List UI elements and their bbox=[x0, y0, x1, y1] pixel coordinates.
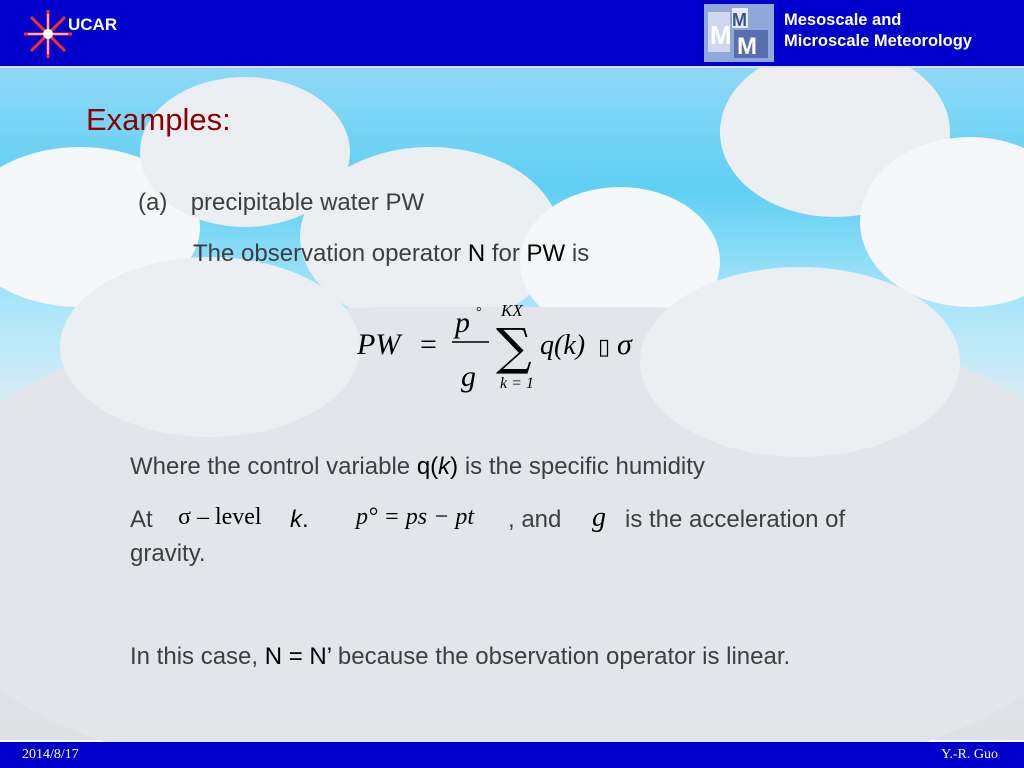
operator-line bbox=[193, 240, 589, 268]
equation-numerator-sup: ° bbox=[476, 305, 482, 320]
at-k-period bbox=[290, 506, 309, 534]
acceleration-text: is the acceleration of bbox=[625, 506, 846, 533]
sum-icon: ∑ bbox=[496, 318, 532, 376]
equation-sum-lower: k = 1 bbox=[500, 375, 534, 392]
and-label: , and bbox=[508, 506, 562, 533]
equation-trailing: σ bbox=[617, 328, 632, 361]
at-label: At bbox=[130, 506, 153, 533]
equation-lhs: PW bbox=[357, 328, 401, 361]
svg-text:M: M bbox=[732, 10, 747, 30]
item-a bbox=[138, 189, 424, 217]
footer-bar bbox=[0, 742, 1024, 768]
p-difference: p° = ps − pt bbox=[356, 504, 474, 530]
control-variable-line bbox=[130, 453, 705, 481]
equation-denominator: g bbox=[461, 360, 476, 393]
header-bar bbox=[0, 0, 1024, 67]
sigma-level: σ – level bbox=[178, 504, 262, 530]
header-divider bbox=[0, 66, 1024, 68]
operator-N: N bbox=[467, 240, 486, 267]
control-line-pre: Where the control variable bbox=[130, 453, 417, 480]
item-a-marker: (a) bbox=[138, 189, 168, 216]
operator-PW: PW bbox=[526, 240, 566, 267]
slide-title: Examples: bbox=[86, 102, 231, 137]
operator-line-mid: for bbox=[485, 240, 527, 267]
control-line-post: is the specific humidity bbox=[458, 453, 705, 480]
pw-equation bbox=[355, 300, 655, 400]
mmm-logo-text bbox=[784, 10, 972, 52]
operator-line-pre: The observation operator bbox=[193, 240, 468, 267]
svg-text:M: M bbox=[737, 33, 757, 60]
equation-equals: = bbox=[420, 328, 437, 361]
ucar-logo bbox=[20, 6, 140, 62]
item-a-text: precipitable water PW bbox=[190, 189, 425, 216]
equation-missing-glyph: ▯ bbox=[598, 335, 611, 360]
control-k: k bbox=[438, 453, 451, 480]
gravity-text: gravity. bbox=[130, 540, 206, 567]
cloud-shape bbox=[640, 267, 960, 457]
equation-sum-upper: KX bbox=[501, 301, 523, 320]
linear-equation: N = N’ bbox=[264, 643, 332, 670]
control-close: ) bbox=[450, 453, 459, 480]
mmm-logo bbox=[700, 0, 1024, 66]
linear-line-post: because the observation operator is linear. bbox=[331, 643, 791, 670]
operator-line-post: is bbox=[565, 240, 590, 267]
mmm-logo-line-2: Microscale Meteorology bbox=[784, 32, 972, 50]
control-q: q( bbox=[416, 453, 439, 480]
cloud-shape bbox=[60, 257, 360, 437]
mmm-logo-icon bbox=[704, 4, 774, 62]
g-symbol: g bbox=[592, 502, 606, 533]
sky-background bbox=[0, 67, 1024, 740]
equation-summand: q(k) bbox=[540, 330, 586, 361]
linear-line-pre: In this case, bbox=[130, 643, 265, 670]
footer-author: Y.-R. Guo bbox=[941, 747, 998, 762]
at-period: . bbox=[302, 506, 309, 533]
at-k: k bbox=[290, 506, 302, 533]
mmm-logo-line-1: Mesoscale and bbox=[784, 11, 902, 29]
svg-text:M: M bbox=[710, 20, 732, 50]
footer-date: 2014/8/17 bbox=[22, 747, 79, 762]
ucar-logo-text: UCAR bbox=[68, 15, 118, 34]
linear-line bbox=[130, 643, 790, 671]
equation-numerator: p bbox=[455, 306, 470, 339]
